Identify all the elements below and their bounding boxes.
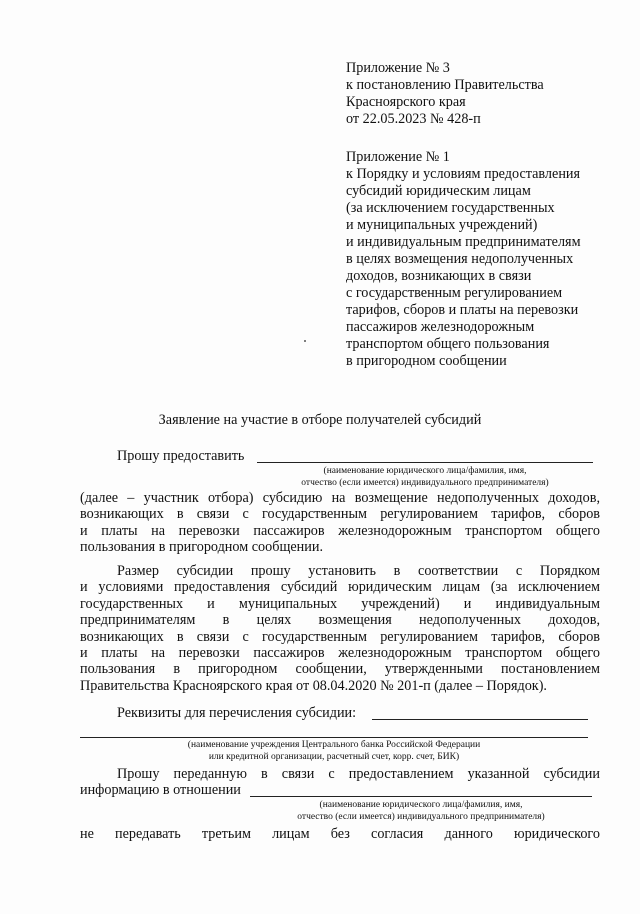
header-line: от 22.05.2023 № 428-п [346,111,481,127]
text-line: государственных и муниципальных учреждений) и индивидуальным [80,595,600,612]
text-line: Правительства Красноярского края от 08.04.2020 № 201-п (далее – Порядок). [80,677,547,694]
info-entity-field[interactable] [250,796,592,797]
header-line: (за исключением государственных [346,200,555,216]
text-line: информацию в отношении [80,782,241,799]
appendix-1-header [346,149,581,370]
requisites-label: Реквизиты для перечисления субсидии: [117,705,357,721]
hint-line: отчество (если имеется) индивидуального предпринимателя) [301,478,549,488]
header-line: Приложение № 1 [346,149,450,165]
header-line: в пригородном сообщении [346,353,507,369]
entity-hint [257,465,593,489]
hint-line: отчество (если имеется) индивидуального предпринимателя) [297,812,545,822]
text-line: (далее – участник отбора) субсидию на возмещение недополученных доходов, [80,490,600,506]
header-line: пассажиров железнодорожным [346,319,535,335]
text-line: и платы на перевозки пассажиров железнодорожным транспортом общего [80,522,600,539]
request-label: Прошу предоставить [117,448,245,464]
header-line: и муниципальных учреждений) [346,217,538,233]
text-line: Размер субсидии прошу установить в соответствии с Порядком [117,563,600,579]
header-line: в целях возмещения недополученных [346,251,574,267]
text-line: пользования в пригородном сообщении, утвержденными постановлением [80,661,600,678]
header-line: субсидий юридическим лицам [346,183,531,199]
text-line: и условиями предоставления субсидий юридическим лицам (за исключением [80,579,600,596]
text-line: возникающих в связи с государственным регулированием тарифов, сборов [80,506,600,523]
header-line: к постановлению Правительства [346,77,544,93]
hint-line: (наименование юридического лица/фамилия, имя, [323,466,527,476]
header-line: тарифов, сборов и платы на перевозки [346,302,579,318]
header-line: и индивидуальным предпринимателям [346,234,581,250]
header-line: с государственным регулированием [346,285,563,301]
hint-line: (наименование юридического лица/фамилия, имя, [319,800,523,810]
appendix-3-header [346,60,544,128]
text-line: Прошу переданную в связи с предоставлением указанной субсидии [117,766,600,782]
paragraph-3 [80,766,600,799]
hint-line: (наименование учреждения Центрального банка Российской Федерации [187,740,481,750]
header-line: к Порядку и условиям предоставления [346,166,581,182]
entity-hint-2 [250,799,592,823]
text-line: не передавать третьим лицам без согласия данного юридического [80,826,600,842]
text-line: предпринимателям в целях возмещения недополученных доходов, [80,612,600,629]
bank-hint [80,739,588,763]
requisites-field[interactable] [372,719,588,720]
header-line: транспортом общего пользования [346,336,550,352]
requisites-field-line-2[interactable] [80,737,588,738]
entity-name-field[interactable] [257,462,593,463]
header-line: Приложение № 3 [346,60,450,76]
text-line: и платы на перевозки пассажиров железнодорожным транспортом общего [80,645,600,662]
document-title: Заявление на участие в отборе получателей субсидий [158,412,482,428]
header-line: доходов, возникающих в связи [346,268,532,284]
hint-line: или кредитной организации, расчетный счет, корр. счет, БИК) [208,752,460,762]
paragraph-2 [80,563,600,694]
paragraph-1 [80,490,600,556]
header-line: Красноярского края [346,94,466,110]
text-line: возникающих в связи с государственным регулированием тарифов, сборов [80,628,600,645]
text-line: пользования в пригородном сообщении. [80,539,324,556]
paragraph-4 [80,826,600,842]
scan-speck [304,340,306,342]
